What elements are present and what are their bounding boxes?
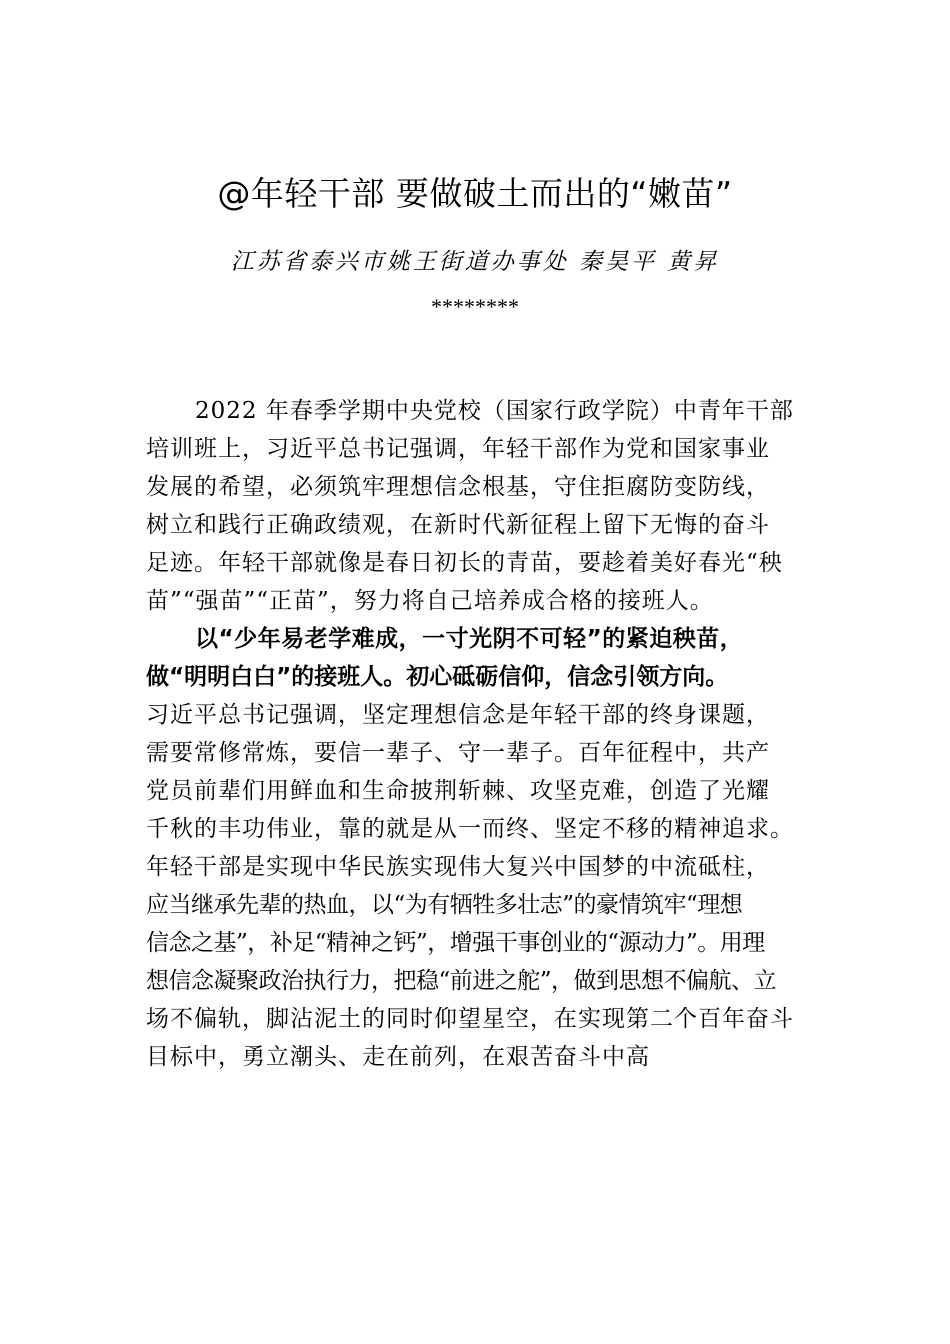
paragraph-line: 想信念凝聚政治执行力，把稳“前进之舵”，做到思想不偏航、立 [146, 968, 777, 994]
article-title: @年轻干部 要做破土而出的“嫩苗” [217, 174, 733, 213]
paragraph-line: 2022 年春季学期中央党校（国家行政学院）中青年干部 [195, 398, 794, 424]
paragraph-line: 千秋的丰功伟业，靠的就是从一而终、坚定不移的精神追求。 [146, 816, 794, 842]
paragraph-line: 目标中，勇立潮头、走在前列，在艰苦奋斗中高 [146, 1044, 650, 1070]
paragraph-line: 习近平总书记强调，坚定理想信念是年轻干部的终身课题， [146, 702, 770, 728]
paragraph-line: 应当继承先辈的热血，以“为有牺牲多壮志”的豪情筑牢“理想 [146, 892, 743, 918]
paragraph-line: 培训班上，习近平总书记强调，年轻干部作为党和国家事业 [146, 436, 770, 462]
paragraph-line: 苗”“强苗”“正苗”，努力将自己培养成合格的接班人。 [146, 588, 714, 614]
paragraph-line: 党员前辈们用鲜血和生命披荆斩棘、攻坚克难，创造了光耀 [146, 778, 770, 804]
paragraph-line: 年轻干部是实现中华民族实现伟大复兴中国梦的中流砥柱， [146, 854, 770, 880]
paragraph-line: 场不偏轨，脚沾泥土的同时仰望星空，在实现第二个百年奋斗 [146, 1006, 794, 1032]
article-body [146, 392, 826, 1076]
section-heading-line: 以“少年易老学难成，一寸光阴不可轻”的紧迫秧苗， [195, 626, 744, 652]
paragraph-line: 足迹。年轻干部就像是春日初长的青苗，要趁着美好春光“秧 [146, 550, 783, 576]
separator: ******** [431, 294, 519, 319]
paragraph-line: 需要常修常炼，要信一辈子、守一辈子。百年征程中，共产 [146, 740, 770, 766]
paragraph-line: 信念之基”，补足“精神之钙”，增强干事创业的“源动力”。用理 [146, 930, 765, 956]
section-heading-line: 做“明明白白”的接班人。初心砥砺信仰，信念引领方向。 [146, 664, 729, 690]
paragraph-line: 树立和践行正确政绩观，在新时代新征程上留下无悔的奋斗 [146, 512, 770, 538]
paragraph-line: 发展的希望，必须筑牢理想信念根基，守住拒腐防变防线， [146, 474, 770, 500]
article-byline: 江苏省泰兴市姚王街道办事处 秦昊平 黄昇 [230, 249, 720, 275]
